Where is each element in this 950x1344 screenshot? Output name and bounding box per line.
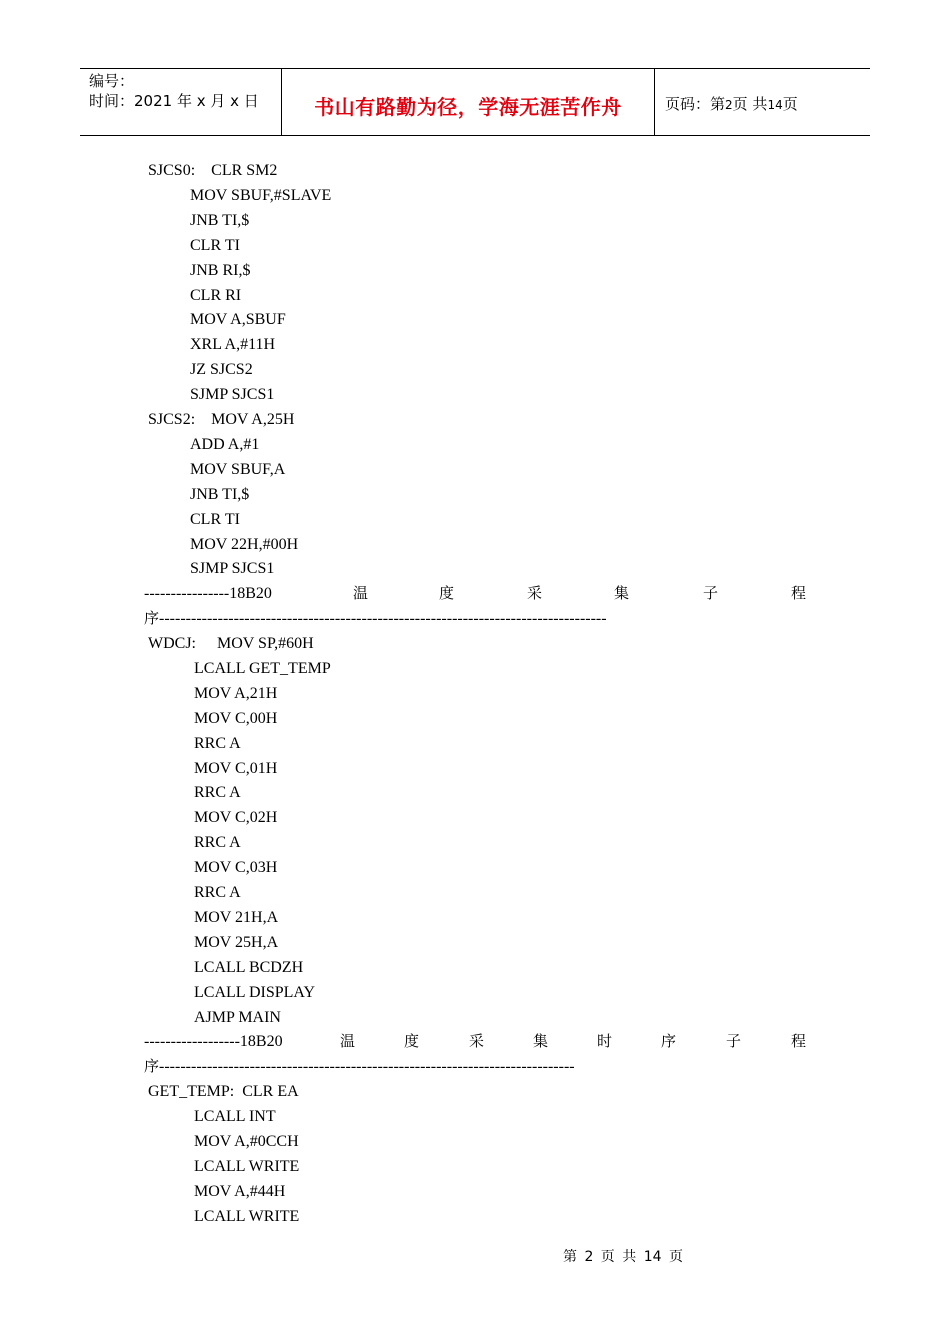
code-instruction: JZ SJCS2	[190, 361, 253, 379]
code-line	[190, 457, 285, 482]
code-instruction: SJMP SJCS1	[190, 386, 275, 404]
code-line	[190, 208, 249, 233]
code-line	[190, 357, 253, 382]
code-instruction: SJMP SJCS1	[190, 560, 275, 578]
page-mid: 页 共	[732, 95, 768, 113]
total-pages: 14	[767, 98, 783, 112]
code-line	[194, 1104, 276, 1129]
code-line	[194, 855, 277, 880]
separator-tail-1	[144, 606, 607, 631]
code-instruction: MOV C,03H	[194, 859, 278, 877]
code-instruction: JNB TI,$	[190, 211, 250, 229]
code-label: SJCS0:	[148, 162, 196, 179]
code-line	[148, 407, 294, 432]
separator-tail-dashes: ------------------------------------------------------------------------------	[159, 1058, 575, 1075]
separator-tail-2	[144, 1054, 575, 1079]
code-line	[194, 880, 241, 905]
page-header	[80, 68, 870, 136]
code-instruction: LCALL DISPLAY	[194, 983, 316, 1001]
code-instruction: MOV A,SBUF	[190, 311, 286, 329]
code-line	[190, 332, 275, 357]
separator-lead: ----------------18B20	[144, 585, 272, 602]
code-line	[194, 955, 303, 980]
separator-char: 温	[353, 584, 369, 602]
code-instruction: MOV A,25H	[211, 411, 295, 428]
page-prefix: 页码：第	[665, 95, 726, 113]
code-instruction: MOV 25H,A	[194, 933, 279, 951]
separator-char: 程	[791, 584, 807, 602]
code-instruction: MOV A,21H	[194, 684, 278, 702]
code-line	[194, 1129, 299, 1154]
separator-tail-char: 序	[144, 609, 160, 627]
code-line	[194, 780, 241, 805]
code-line	[194, 980, 315, 1005]
code-line	[148, 1079, 299, 1104]
code-instruction: CLR SM2	[211, 162, 278, 179]
code-line	[194, 1005, 281, 1030]
code-line	[190, 507, 240, 532]
code-line	[194, 830, 241, 855]
code-label: WDCJ:	[148, 635, 196, 652]
separator-tail-char: 序	[144, 1057, 160, 1075]
code-line	[190, 283, 241, 308]
code-line	[190, 432, 259, 457]
header-motto: 书山有路勤为径，学海无涯苦作舟	[314, 95, 622, 119]
code-instruction: ADD A,#1	[190, 435, 260, 453]
code-instruction: LCALL WRITE	[194, 1157, 300, 1175]
code-line	[190, 382, 274, 407]
date-label: 时间：2021 年 x 月 x 日	[89, 92, 259, 110]
code-instruction: LCALL BCDZH	[194, 958, 304, 976]
code-instruction: RRC A	[194, 884, 241, 901]
separator-char: 度	[404, 1032, 420, 1050]
code-label: SJCS2:	[148, 411, 196, 428]
code-line	[190, 482, 249, 507]
section-separator-1	[144, 581, 806, 606]
code-instruction: XRL A,#11H	[190, 336, 276, 354]
code-instruction: LCALL INT	[194, 1107, 276, 1125]
code-instruction: CLR EA	[242, 1083, 299, 1100]
code-line	[194, 1204, 299, 1229]
header-page-info	[655, 69, 870, 135]
separator-tail-dashes: ------------------------------------------------------------------------------------	[159, 610, 607, 627]
separator-char: 子	[703, 584, 719, 602]
code-instruction: RRC A	[194, 834, 241, 852]
code-instruction: AJMP MAIN	[194, 1008, 281, 1026]
code-line	[190, 307, 286, 332]
header-meta	[80, 69, 281, 135]
code-line	[190, 258, 250, 283]
separator-char: 集	[614, 584, 630, 602]
code-line	[194, 756, 277, 781]
code-instruction: JNB RI,$	[190, 261, 251, 279]
code-instruction: MOV SP,#60H	[217, 635, 314, 652]
code-instruction: CLR TI	[190, 236, 240, 254]
code-instruction: MOV 22H,#00H	[190, 535, 299, 553]
code-line	[194, 930, 278, 955]
code-instruction: CLR RI	[190, 286, 242, 304]
page-number: 2	[725, 98, 733, 112]
page-footer: 第 2 页 共 14 页	[563, 1249, 683, 1265]
separator-char: 集	[533, 1032, 549, 1050]
code-instruction: CLR TI	[190, 510, 240, 528]
code-instruction: MOV SBUF,A	[190, 460, 286, 478]
header-motto-cell	[281, 69, 655, 135]
code-instruction: LCALL WRITE	[194, 1207, 300, 1225]
code-instruction: RRC A	[194, 734, 241, 752]
separator-lead: ------------------18B20	[144, 1033, 283, 1050]
separator-char: 时	[597, 1032, 613, 1050]
number-label: 编号：	[89, 72, 135, 90]
code-instruction: MOV A,#44H	[194, 1182, 286, 1200]
separator-char: 采	[527, 584, 543, 602]
code-line	[194, 731, 241, 756]
code-line	[190, 532, 298, 557]
code-line	[190, 233, 240, 258]
separator-char: 程	[791, 1032, 807, 1050]
code-line	[194, 1154, 299, 1179]
code-instruction: MOV C,02H	[194, 809, 278, 827]
code-line	[148, 631, 314, 656]
code-instruction: MOV SBUF,#SLAVE	[190, 186, 332, 204]
separator-char: 采	[469, 1032, 485, 1050]
separator-char: 序	[661, 1032, 677, 1050]
code-label: GET_TEMP:	[148, 1083, 235, 1100]
separator-char: 子	[726, 1032, 742, 1050]
code-instruction: MOV A,#0CCH	[194, 1132, 299, 1150]
code-instruction: MOV C,00H	[194, 709, 278, 727]
section-separator-2	[144, 1029, 806, 1054]
code-line	[194, 681, 277, 706]
separator-char: 度	[439, 584, 455, 602]
code-instruction: MOV C,01H	[194, 759, 278, 777]
code-line	[190, 183, 331, 208]
code-instruction: JNB TI,$	[190, 485, 250, 503]
code-instruction: MOV 21H,A	[194, 908, 279, 926]
code-line	[194, 1179, 285, 1204]
code-line	[194, 905, 278, 930]
code-instruction: RRC A	[194, 784, 241, 802]
code-line	[194, 805, 277, 830]
code-line	[190, 556, 274, 581]
separator-char: 温	[340, 1032, 356, 1050]
code-line	[194, 656, 331, 681]
code-line	[194, 706, 277, 731]
code-instruction: LCALL GET_TEMP	[194, 659, 331, 677]
page-suffix: 页	[782, 95, 798, 113]
code-line	[148, 158, 277, 183]
